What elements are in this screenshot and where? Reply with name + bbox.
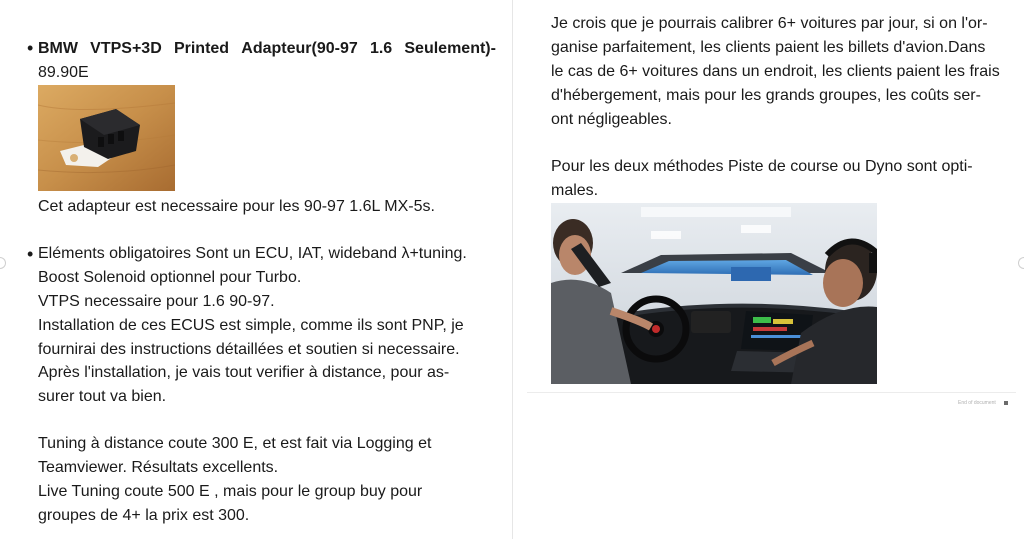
adapter-photo — [38, 85, 175, 191]
tuning-session-photo — [551, 203, 877, 384]
methods-line: males. — [551, 182, 599, 199]
requirements-line: Boost Solenoid optionnel pour Turbo. — [38, 269, 302, 286]
requirements-line: Installation de ces ECUS est simple, comme ils sont PNP, je — [38, 317, 464, 334]
requirements-line: fournirai des instructions détaillées et soutien si necessaire. — [38, 341, 460, 358]
requirements-line: surer tout va bien. — [38, 388, 167, 405]
pricing-line: Live Tuning coute 500 E , mais pour le group buy pour — [38, 483, 423, 500]
heading-word: Printed — [173, 40, 230, 57]
pricing-line: Tuning à distance coute 300 E, et est fait via Logging et — [38, 435, 432, 452]
bullet-1: • — [27, 38, 34, 58]
product-heading — [38, 37, 496, 61]
heading-word: Adapteur(90-97 — [241, 40, 358, 57]
requirements-line: Eléments obligatoires Sont un ECU, IAT, wideband λ+tuning. — [38, 245, 467, 262]
end-of-document-label: End of document — [958, 400, 996, 406]
page-bottom-divider — [527, 392, 1016, 393]
heading-word: BMW — [38, 40, 78, 57]
pricing-line: groupes de 4+ la prix est 300. — [38, 507, 250, 524]
end-of-document-marker — [1004, 401, 1008, 405]
calibration-line: le cas de 6+ voitures dans un endroit, les clients paient les frais — [551, 63, 1000, 80]
pricing-line: Teamviewer. Résultats excellents. — [38, 459, 279, 476]
methods-line: Pour les deux méthodes Piste de course ou Dyno sont opti- — [551, 158, 973, 175]
calibration-line: Je crois que je pourrais calibrer 6+ voitures par jour, si on l'or- — [551, 15, 988, 32]
adapter-photo-illustration — [38, 85, 175, 191]
heading-word: VTPS+3D — [90, 40, 162, 57]
bullet-2: • — [27, 244, 34, 264]
calibration-line: ganise parfaitement, les clients paient les billets d'avion.Dans — [551, 39, 986, 56]
calibration-line: ont négligeables. — [551, 111, 672, 128]
adapter-caption: Cet adapteur est necessaire pour les 90-97 1.6L MX-5s. — [38, 198, 435, 215]
right-edge-handle[interactable] — [1018, 257, 1024, 269]
calibration-line: d'hébergement, mais pour les grands groupes, les coûts ser- — [551, 87, 981, 104]
requirements-line: VTPS necessaire pour 1.6 90-97. — [38, 293, 275, 310]
requirements-line: Après l'installation, je vais tout verifier à distance, pour as- — [38, 364, 450, 381]
heading-word: 1.6 — [369, 40, 393, 57]
tuning-session-illustration — [551, 203, 877, 384]
heading-word: Seulement)- — [404, 40, 496, 57]
product-price: 89.90E — [38, 64, 89, 81]
